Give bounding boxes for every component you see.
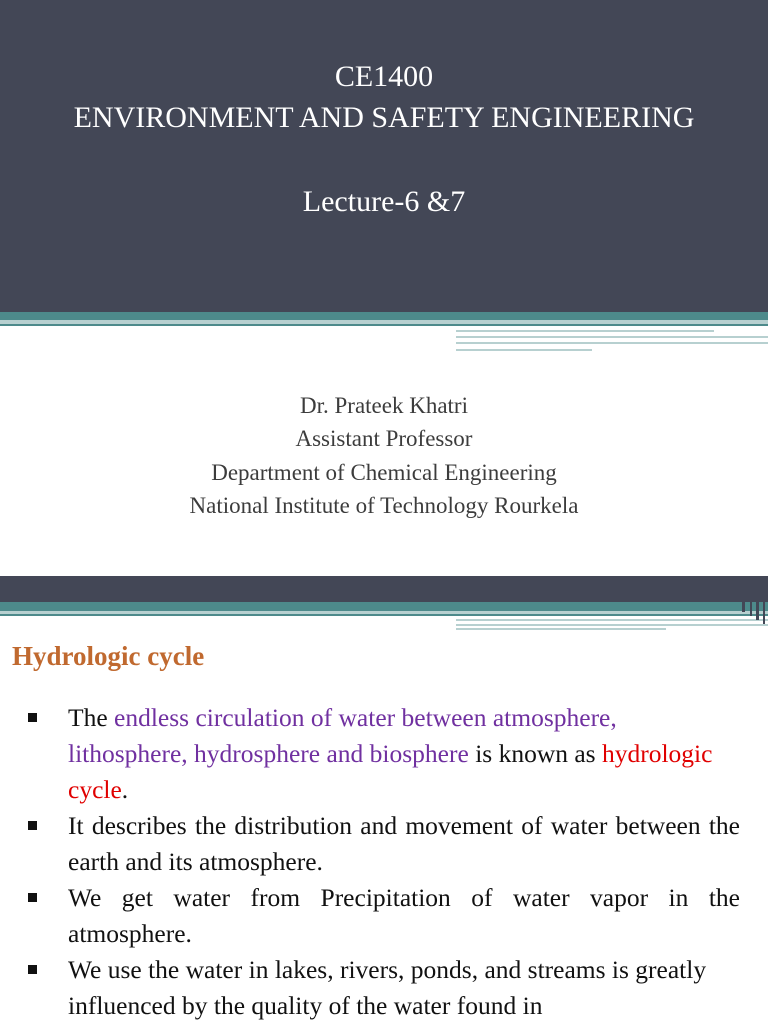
bullet-list [28, 700, 740, 1024]
course-code: CE1400 [334, 60, 434, 93]
square-bullet-icon [28, 821, 37, 830]
highlighted-term: hydrologic cycle [68, 739, 713, 804]
course-title: ENVIRONMENT AND SAFETY ENGINEERING [73, 101, 695, 134]
square-bullet-icon [28, 713, 37, 722]
slide-heading: Hydrologic cycle [12, 641, 205, 671]
bullet-text: . [121, 775, 129, 804]
author-name: Dr. Prateek Khatri [300, 393, 468, 418]
author-institute: National Institute of Technology Rourkela [189, 493, 579, 518]
square-bullet-icon [28, 893, 37, 902]
author-designation: Assistant Professor [295, 426, 473, 451]
list-item [28, 808, 740, 880]
bullet-text: is known as [468, 739, 602, 768]
lecture-number: Lecture-6 &7 [302, 185, 466, 218]
bullet-text: It describes the distribution and movement of water between the earth and its atmosphere. [68, 811, 740, 876]
header-band [0, 576, 768, 602]
list-item [28, 952, 740, 1024]
bullet-text: We get water from Precipitation of water vapor in the atmosphere. [68, 883, 740, 948]
bullet-text: We use the water in lakes, rivers, ponds, and streams is greatly influenced by the quality of the water found in [68, 955, 707, 1020]
author-department: Department of Chemical Engineering [211, 460, 557, 485]
content-slide [0, 576, 768, 1024]
list-item [28, 880, 740, 952]
bullet-text: The [68, 703, 115, 732]
square-bullet-icon [28, 965, 37, 974]
list-item [28, 700, 740, 808]
title-band [0, 0, 768, 312]
highlighted-definition: endless circulation of water between atmosphere, lithosphere, hydrosphere and biosphere [68, 703, 617, 768]
